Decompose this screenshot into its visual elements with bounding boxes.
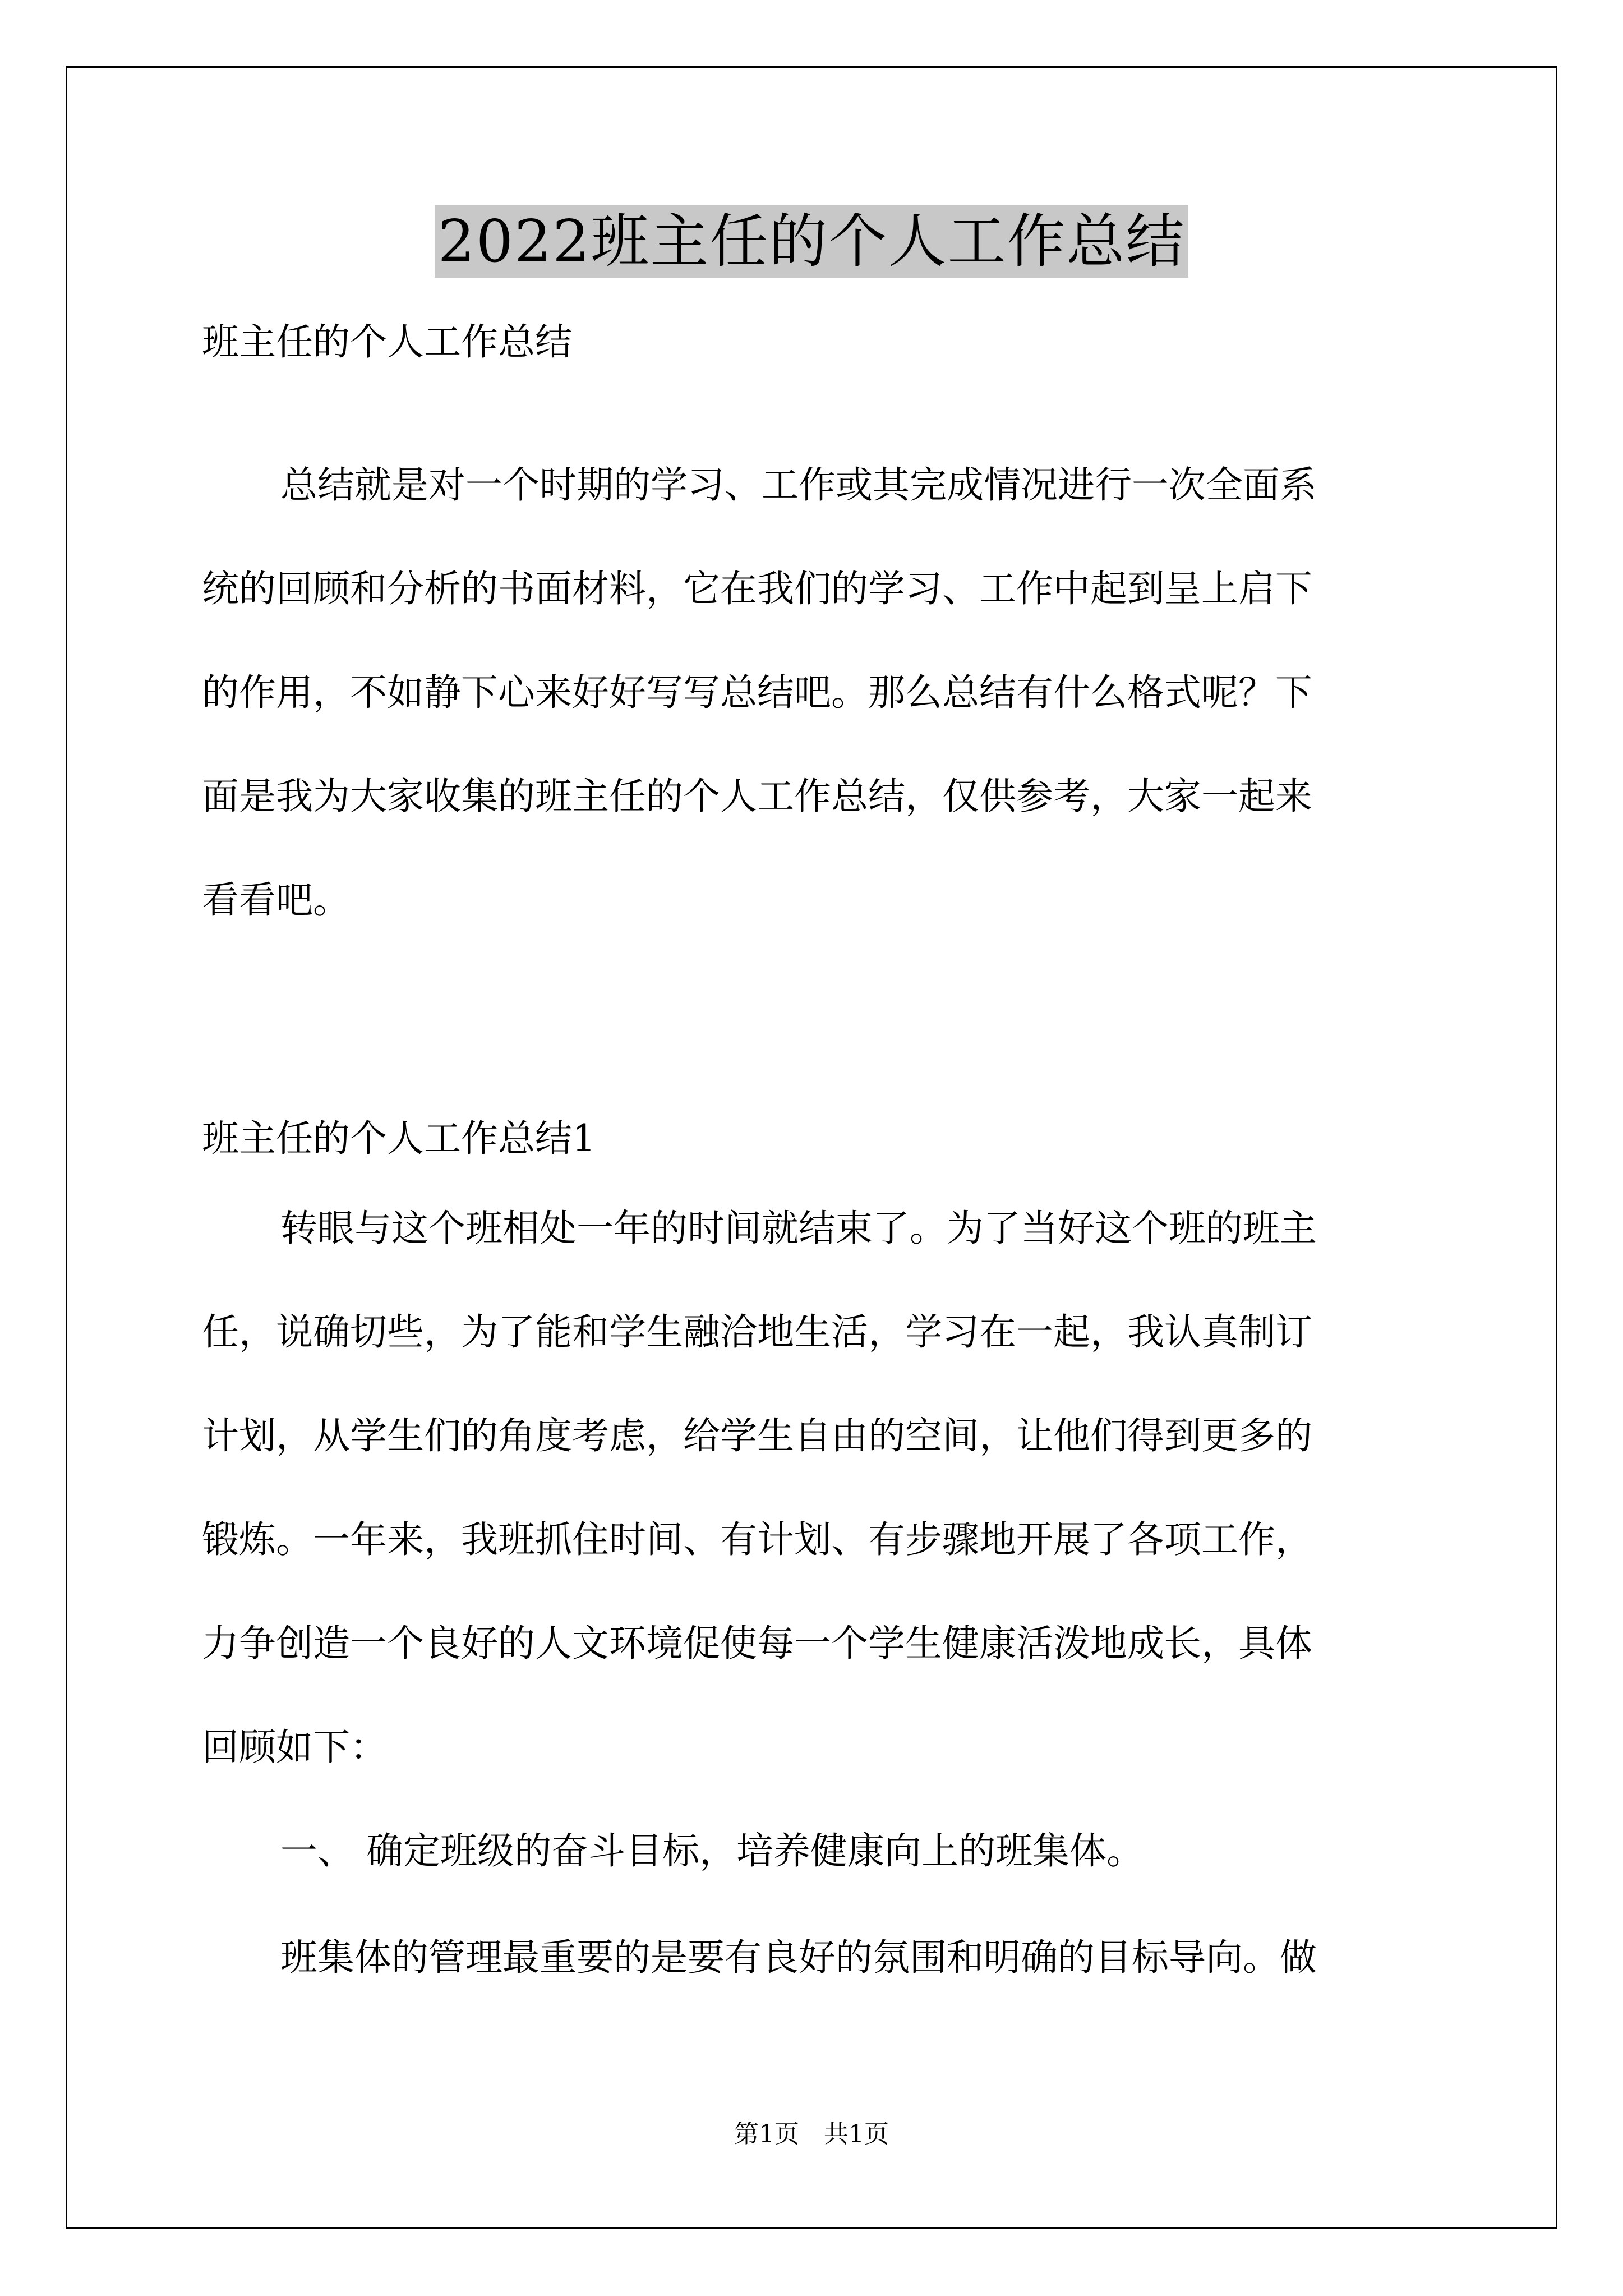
paragraph-line: 总结就是对一个时期的学习、工作或其完成情况进行一次全面系: [280, 463, 1317, 507]
title-container: [0, 205, 1623, 278]
paragraph-line: 的作用，不如静下心来好好写写总结吧。那么总结有什么格式呢？下: [202, 671, 1312, 714]
page-footer: 第1页 共1页: [734, 2120, 889, 2148]
subheading: 班主任的个人工作总结: [202, 320, 572, 364]
paragraph-line: 任，说确切些，为了能和学生融洽地生活，学习在一起，我认真制订: [202, 1310, 1312, 1354]
paragraph-line: 班集体的管理最重要的是要有良好的氛围和明确的目标导向。做: [280, 1936, 1317, 1979]
document-title: 2022班主任的个人工作总结: [435, 205, 1189, 278]
paragraph-line: 锻炼。一年来，我班抓住时间、有计划、有步骤地开展了各项工作，: [202, 1518, 1312, 1561]
list-item-point-one: 一、 确定班级的奋斗目标，培养健康向上的班集体。: [280, 1829, 1144, 1872]
section-heading: 班主任的个人工作总结1: [202, 1117, 596, 1160]
paragraph-line: 统的回顾和分析的书面材料，它在我们的学习、工作中起到呈上启下: [202, 567, 1312, 610]
paragraph-line: 计划，从学生们的角度考虑，给学生自由的空间，让他们得到更多的: [202, 1414, 1312, 1457]
paragraph-line: 力争创造一个良好的人文环境促使每一个学生健康活泼地成长，具体: [202, 1622, 1312, 1665]
paragraph-line: 面是我为大家收集的班主任的个人工作总结，仅供参考，大家一起来: [202, 775, 1312, 818]
paragraph-line: 看看吧。: [202, 878, 350, 922]
paragraph-line: 转眼与这个班相处一年的时间就结束了。为了当好这个班的班主: [280, 1207, 1317, 1250]
paragraph-line: 回顾如下：: [202, 1726, 387, 1769]
